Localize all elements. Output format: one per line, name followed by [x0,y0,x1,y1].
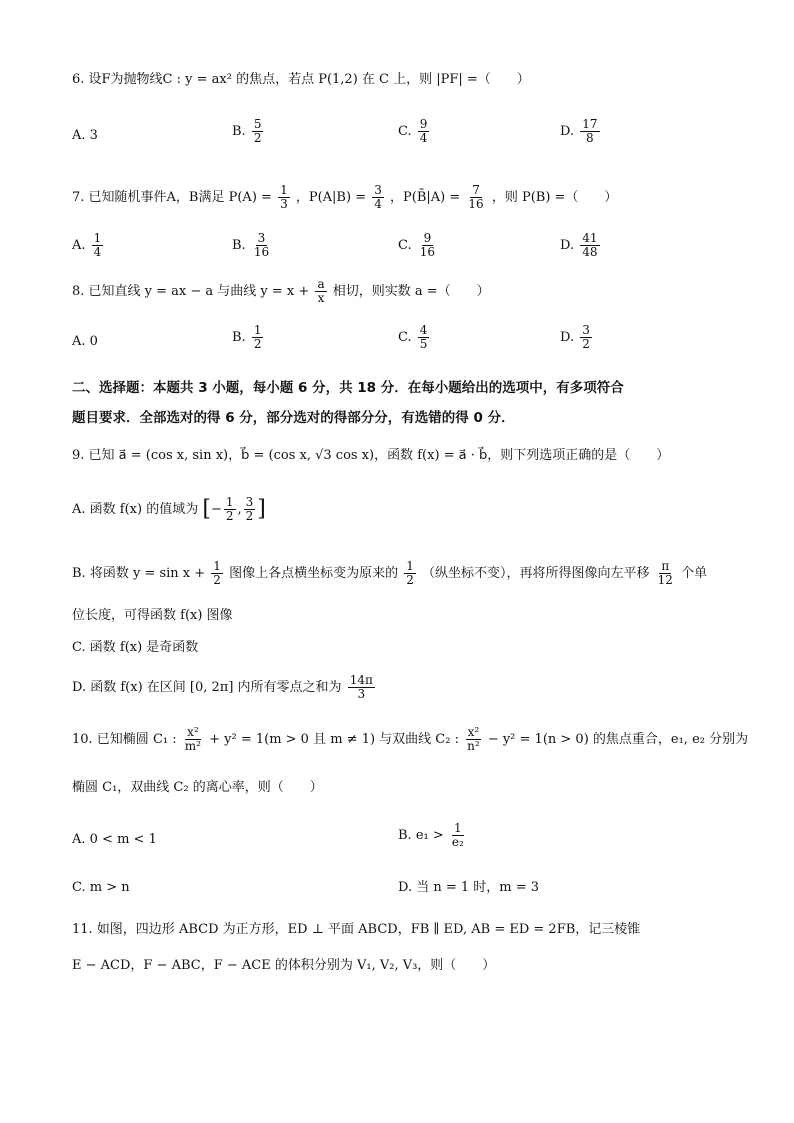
q7-option-b[interactable]: B. $\frac{3}{16}$ [232,231,270,259]
section-2-heading-line2: 题目要求．全部选对的得 6 分，部分选对的得部分分，有选错的得 0 分． [72,410,515,426]
question-11-stem-line2: E − ACD，F − ABC，F − ACE 的体积分别为 V₁, V₂, V₃，则（ ） [72,958,496,973]
question-9-stem: 9. 已知 a⃗ = (cos x, sin x)，b⃗ = (cos x, √3 cos x)，函数 f(x) = a⃗ · b⃗，则下列选项正确的是（ ） [72,448,670,463]
question-11-stem-line1: 11. 如图，四边形 ABCD 为正方形，ED ⊥ 平面 ABCD，FB ∥ ED, AB = ED = 2FB，记三棱锥 [72,922,641,937]
q9-option-b-line2: 位长度，可得函数 f(x) 图像 [72,608,233,623]
section-2-heading-line1: 二、选择题：本题共 3 小题，每小题 6 分，共 18 分．在每小题给出的选项中，有多项符合 [72,380,624,396]
q8-option-b[interactable]: B. $\frac{1}{2}$ [232,323,262,351]
question-6-stem: 6. 设F为抛物线C : y = ax² 的焦点，若点 P(1,2) 在 C 上，则 |PF| =（ ） [72,72,530,87]
question-7-stem: 7. 已知随机事件A，B满足 P(A) = $\frac{1}{3}$ ，P(A|B) = $\frac{3}{4}$ ，P(B̄|A) = $\frac{7}{16}$ ，则 P(B) =（ ） [72,183,618,211]
question-8-stem: 8. 已知直线 y = ax − a 与曲线 y = x + $\frac{a}{x}$ 相切，则实数 a =（ ） [72,277,490,305]
q6-option-d[interactable] [560,118,602,145]
q9-option-b[interactable]: B. 将函数 y = sin x + $\frac{1}{2}$ 图像上各点横坐标变为原来的 $\frac{1}{2}$ （纵坐标不变），再将所得图像向左平移 $\frac{\pi}{12}$ 个单 [72,559,708,587]
q9-option-c[interactable]: C. 函数 f(x) 是奇函数 [72,640,199,655]
q6-option-b[interactable] [232,118,265,145]
q8-option-d[interactable]: D. $\frac{3}{2}$ [560,323,590,351]
q8-option-c[interactable]: C. $\frac{4}{5}$ [398,323,428,351]
option-fraction: $\frac{9}{4}$ [419,117,428,145]
question-10-stem-line2: 椭圆 C₁，双曲线 C₂ 的离心率，则（ ） [72,780,323,795]
q7-option-d[interactable]: D. $\frac{41}{48}$ [560,231,598,259]
option-fraction: $\frac{5}{2}$ [253,117,262,145]
q10-option-d[interactable]: D. 当 n = 1 时，m = 3 [398,880,540,895]
q7-option-a[interactable]: A. $\frac{1}{4}$ [72,231,102,259]
q8-option-a[interactable]: A. 0 [72,334,98,349]
q7-option-c[interactable]: C. $\frac{9}{16}$ [398,231,436,259]
q9-option-a[interactable]: A. 函数 f(x) 的值域为 [− $\frac{1}{2}$ , $\frac{3}{2}$ ] [72,495,266,523]
q10-option-c[interactable]: C. m > n [72,880,130,895]
q6-option-a[interactable] [72,126,98,146]
q6-option-c[interactable] [398,118,431,145]
option-label: A. [72,128,86,143]
q10-option-a[interactable]: A. 0 < m < 1 [72,832,157,847]
option-fraction: $\frac{17}{8}$ [582,117,598,145]
option-label: D. [560,124,575,139]
question-10-stem: 10. 已知椭圆 C₁ : $\frac{\text{x²}}{\text{m²}}$ + y² = 1(m > 0 且 m ≠ 1) 与双曲线 C₂ : $\frac{\text{x²}}{\text{n²}}$ − y² = 1(n > 0) 的焦点重合，e₁, e₂ 分别为 [72,725,749,753]
option-label: B. [232,124,246,139]
option-label: C. [398,124,412,139]
option-value: 3 [89,128,98,143]
q9-option-d[interactable]: D. 函数 f(x) 在区间 [0, 2π] 内所有零点之和为 $\frac{14\pi}{3}$ [72,673,373,701]
q10-option-b[interactable]: B. e₁ > $\frac{1}{\text{e₂}}$ [398,821,464,849]
